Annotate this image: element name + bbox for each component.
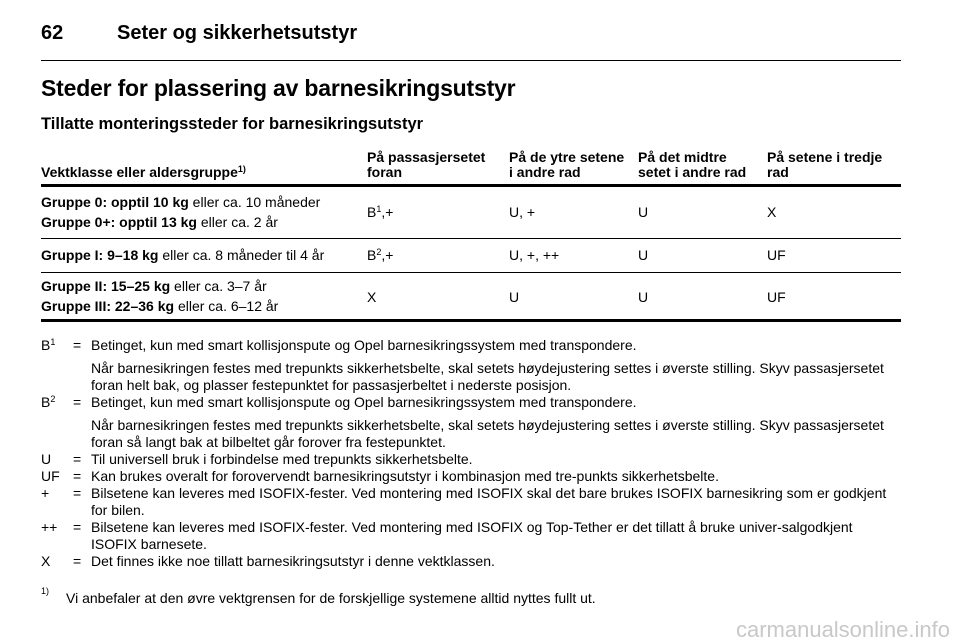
note-paragraph: Kan brukes overalt for forovervendt barnesikringsutstyr i kombinasjon med tre-punkts sikkerhetsbelte. [91,468,719,484]
table-bottom-rule [41,319,901,322]
note-symbol [41,394,55,411]
note-symbol: UF [41,468,60,484]
outer-second-row-cell: U [509,289,520,305]
note-text [91,394,901,451]
group-rest: eller ca. 3–7 år [170,278,267,294]
note-text [91,553,901,570]
header-front-passenger [367,150,485,180]
note-paragraph: Betinget, kun med smart kollisjonspute og Opel barnesikringssystem med transpondere. [91,394,637,410]
header-line: På de ytre setene [509,149,625,165]
note-paragraph: Betinget, kun med smart kollisjonspute og Opel barnesikringssystem med transpondere. [91,337,637,353]
group-line [41,245,324,265]
group-bold: Gruppe 0+: opptil 13 kg [41,214,197,230]
note-equals: = [73,519,82,535]
front-passenger-cell [367,287,376,307]
table-header [41,148,901,184]
note-text [91,451,901,468]
group-rest: eller ca. 6–12 år [174,298,279,314]
front-passenger-cell [367,202,393,222]
group-rest: eller ca. 10 måneder [188,194,321,210]
note-equals: = [73,468,82,484]
middle-second-row-cell: U [638,204,649,220]
cell-rest: ,+ [381,204,394,220]
note-x [41,553,901,570]
header-rule [41,60,901,61]
front-passenger-cell [367,245,393,265]
group-line [41,296,278,316]
header-third-row [767,150,882,180]
header-line: På passasjersetet [367,149,486,165]
note-symbol-base: B [41,394,51,410]
outer-second-row-cell: U, +, ++ [509,247,560,263]
header-line: setet i andre rad [638,164,747,180]
note-equals: = [73,485,82,501]
note-paragraph: Bilsetene kan leveres med ISOFIX-fester. Ved montering med ISOFIX og Top-Tether er det tillatt å bruke univer-salgodkjent ISOFIX barnesete. [91,519,853,552]
note-symbol: U [41,451,52,467]
note-symbol [41,337,55,354]
third-row-cell: X [767,204,777,220]
note-equals: = [73,553,82,569]
row-divider [41,238,901,239]
note-plusplus [41,519,901,553]
group-rest: eller ca. 2 år [196,214,278,230]
note-text [91,337,901,394]
header-line: På setene i tredje [767,149,883,165]
watermark: carmanualsonline.info [735,617,950,642]
header-line: i andre rad [509,164,581,180]
footnote-mark: 1) [41,586,50,596]
cell-base: B [367,204,377,220]
group-bold: Gruppe 0: opptil 10 kg [41,194,189,210]
header-line: foran [367,164,402,180]
header-weight-class-text: Vektklasse eller aldersgruppe [41,164,238,180]
table-row [41,190,901,234]
footnote-text: Vi anbefaler at den øvre vektgrensen for de forskjellige systemene alltid nyttes fullt ut. [66,590,596,606]
note-equals: = [73,337,82,353]
group-rest: eller ca. 8 måneder til 4 år [158,247,325,263]
group-bold: Gruppe III: 22–36 kg [41,298,175,314]
note-text [91,519,901,553]
cell-sup: 2 [376,247,382,257]
note-b2 [41,394,901,451]
note-text [91,485,901,519]
note-text [91,468,901,485]
weight-class-cell [41,192,320,232]
header-line: På det midtre [638,149,727,165]
weight-class-cell [41,276,278,316]
cell-rest: ,+ [381,247,394,263]
note-equals: = [73,451,82,467]
cell-base: X [367,289,377,305]
group-line [41,212,320,232]
group-bold: Gruppe II: 15–25 kg [41,278,171,294]
table-row [41,240,901,270]
header-footnote-mark: 1) [237,164,246,174]
note-symbol: ++ [41,519,58,535]
note-b1 [41,337,901,394]
cell-base: B [367,247,377,263]
group-line [41,192,320,212]
header-line: rad [767,164,789,180]
third-row-cell: UF [767,289,786,305]
table-row [41,274,901,320]
note-paragraph: Når barnesikringen festes med trepunkts sikkerhetsbelte, skal setets høydejustering settes i øverste stilling. Skyv passasjersetet foran så langt bak at bilbeltet går forover fra festepunktet. [91,417,884,450]
header-middle-second-row [638,150,746,180]
cell-sup: 1 [376,204,382,214]
note-u [41,451,901,468]
table-header-rule [41,184,901,187]
note-symbol-sup: 1 [50,337,56,347]
row-divider [41,272,901,273]
outer-second-row-cell: U, + [509,204,536,220]
note-equals: = [73,394,82,410]
note-paragraph: Når barnesikringen festes med trepunkts sikkerhetsbelte, skal setets høydejustering settes i øverste stilling. Skyv passasjersetet foran helt bak, og plasser festepunktet for passasjerbeltet i nederste posisjon. [91,360,884,393]
note-plus [41,485,901,519]
group-bold: Gruppe I: 9–18 kg [41,247,159,263]
note-symbol-sup: 2 [50,394,56,404]
page-header [41,22,901,48]
note-symbol: X [41,553,51,569]
section-title: Steder for plassering av barnesikringsutstyr [41,75,516,101]
note-paragraph: Bilsetene kan leveres med ISOFIX-fester. Ved montering med ISOFIX skal det bare brukes ISOFIX barnesikring som er godkjent for bilen. [91,485,887,518]
subsection-title: Tillatte monteringssteder for barnesikringsutstyr [41,115,424,133]
middle-second-row-cell: U [638,289,649,305]
note-uf [41,468,901,485]
third-row-cell: UF [767,247,786,263]
legend-notes [41,337,901,570]
chapter-title: Seter og sikkerhetsutstyr [117,22,358,44]
header-outer-second-row [509,150,624,180]
header-weight-class [41,165,246,180]
page-number: 62 [41,22,64,44]
note-symbol-base: B [41,337,51,353]
note-paragraph: Det finnes ikke noe tillatt barnesikringsutstyr i denne vektklassen. [91,553,495,569]
group-line [41,276,278,296]
note-paragraph: Til universell bruk i forbindelse med trepunkts sikkerhetsbelte. [91,451,473,467]
note-symbol: + [41,485,50,501]
weight-class-cell [41,245,324,265]
middle-second-row-cell: U [638,247,649,263]
